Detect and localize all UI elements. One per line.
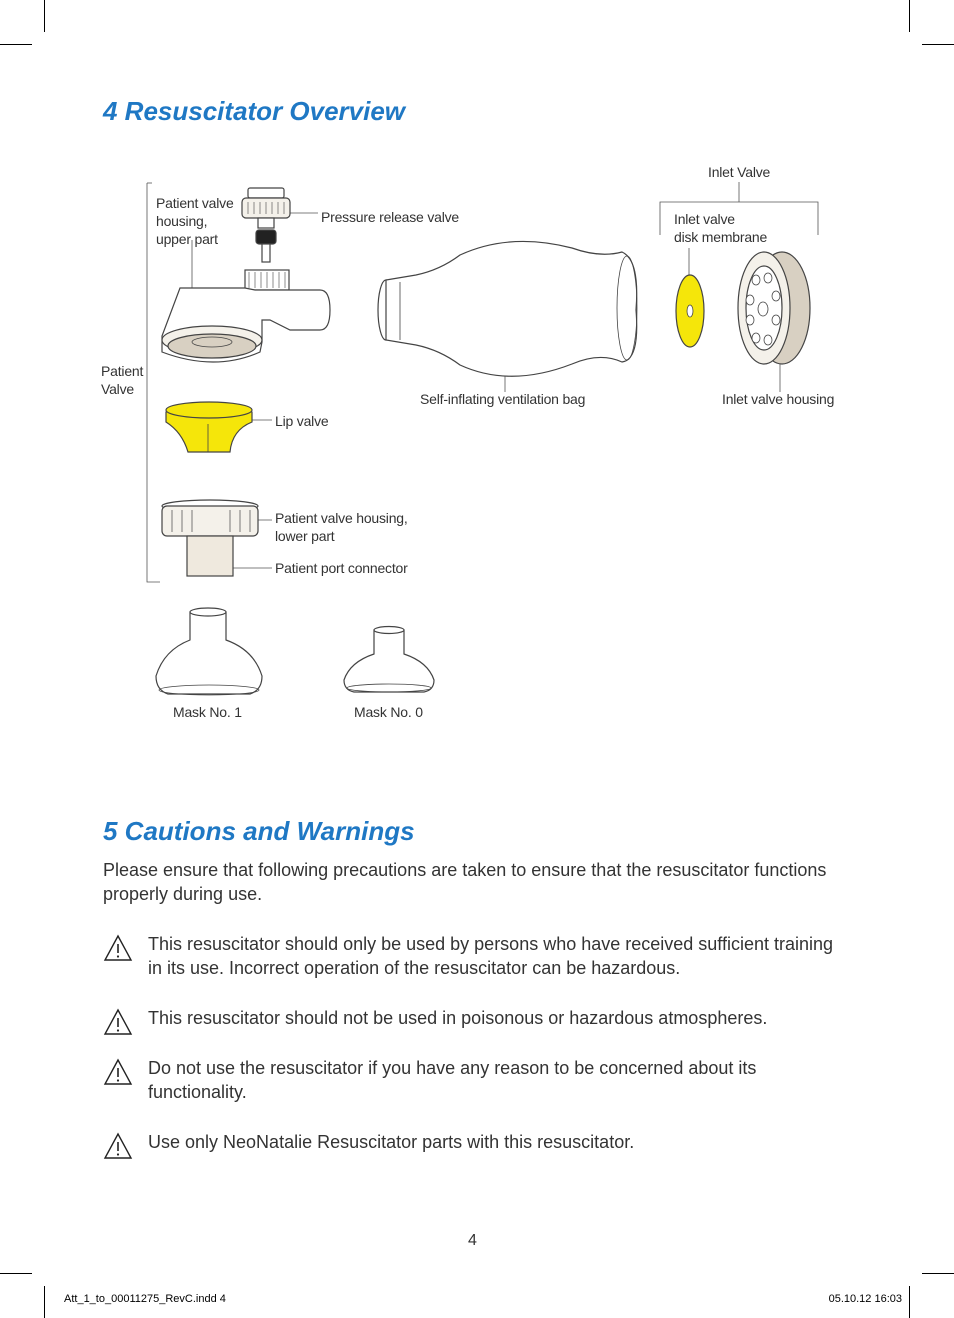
warning-triangle-icon <box>103 934 133 962</box>
label-line: Patient <box>101 363 144 379</box>
label-pressure-release-valve: Pressure release valve <box>321 209 459 225</box>
lip-valve-graphic <box>166 402 252 452</box>
label-line: upper part <box>156 231 218 247</box>
label-inlet-valve-disk-membrane <box>674 210 767 246</box>
label-inlet-valve: Inlet Valve <box>708 164 771 180</box>
label-mask-no0: Mask No. 0 <box>354 704 423 720</box>
label-line: Valve <box>101 381 134 397</box>
label-patient-valve <box>101 362 143 398</box>
warning-text: This resuscitator should only be used by persons who have received sufficient training in its use. Incorrect operation of the resuscitator can be hazardous. <box>148 934 834 978</box>
slug-filename: Att_1_to_00011275_RevC.indd 4 <box>64 1293 226 1305</box>
warning-triangle-icon <box>103 1058 133 1086</box>
label-patient-valve-housing-lower <box>275 509 408 545</box>
slug-timestamp: 05.10.12 16:03 <box>828 1293 902 1305</box>
patient-valve-housing-lower-graphic <box>162 500 258 576</box>
patient-valve-housing-upper-graphic <box>162 270 330 362</box>
mask-no0-graphic <box>344 627 434 693</box>
mask-no1-graphic <box>156 608 262 695</box>
self-inflating-bag-graphic <box>378 241 637 376</box>
section-title-overview: 4 Resuscitator Overview <box>103 96 406 126</box>
label-line: housing, <box>156 213 208 229</box>
label-line: Inlet valve <box>674 211 735 227</box>
warning-text: Use only NeoNatalie Resuscitator parts with this resuscitator. <box>148 1132 635 1152</box>
label-self-inflating-bag: Self-inflating ventilation bag <box>420 391 586 407</box>
section-title-cautions: 5 Cautions and Warnings <box>103 816 415 846</box>
inlet-valve-housing-graphic <box>738 252 810 364</box>
label-mask-no1: Mask No. 1 <box>173 704 242 720</box>
pressure-release-valve-graphic <box>242 188 290 262</box>
label-patient-valve-housing-upper <box>156 194 234 248</box>
crop-mark <box>909 1286 910 1318</box>
label-line: Patient valve housing, <box>275 510 408 526</box>
cautions-intro: Please ensure that following precautions are taken to ensure that the resuscitator functions properly during use. <box>103 860 827 904</box>
crop-mark <box>922 1273 954 1274</box>
warning-triangle-icon <box>103 1008 133 1036</box>
label-line: Patient valve <box>156 195 234 211</box>
crop-mark <box>0 1273 32 1274</box>
label-inlet-valve-housing: Inlet valve housing <box>722 391 835 407</box>
crop-mark <box>44 1286 45 1318</box>
label-line: disk membrane <box>674 229 768 245</box>
page-number: 4 <box>468 1232 477 1249</box>
label-patient-port-connector: Patient port connector <box>275 560 408 576</box>
warning-triangle-icon <box>103 1132 133 1160</box>
warning-text: Do not use the resuscitator if you have any reason to be concerned about its functionality. <box>148 1058 757 1102</box>
label-lip-valve: Lip valve <box>275 413 329 429</box>
label-line: lower part <box>275 528 335 544</box>
warning-text: This resuscitator should not be used in poisonous or hazardous atmospheres. <box>148 1008 768 1028</box>
